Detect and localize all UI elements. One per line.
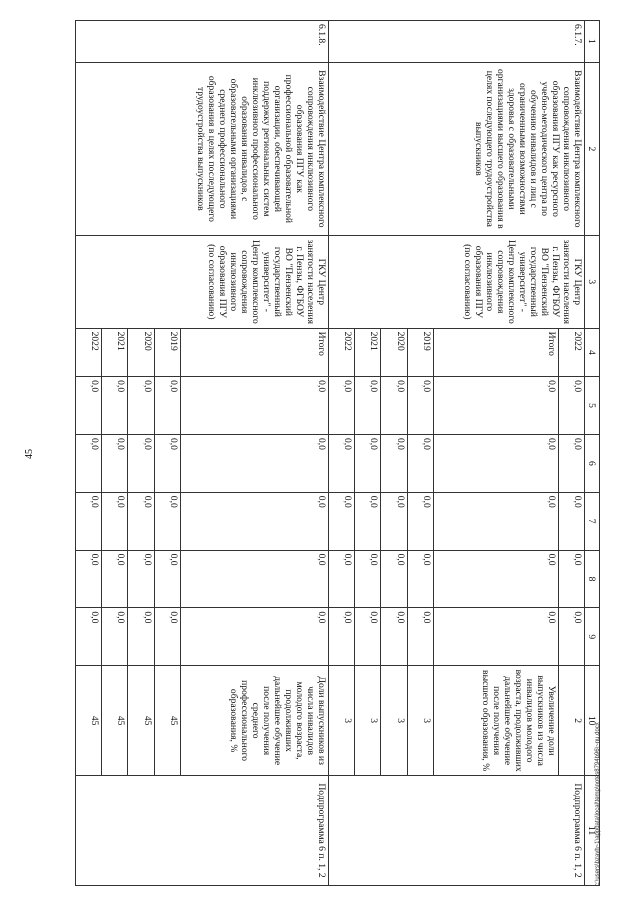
- value-cell: 0,0: [102, 550, 128, 608]
- indicator-value: 45: [102, 666, 128, 776]
- value-cell: 0,0: [407, 377, 433, 435]
- value-cell: 0,0: [328, 377, 354, 435]
- file-path-footer: c:\users\bzavh~1\appdata\local\temp\notes8794b96\~nu.docx: [595, 722, 601, 886]
- indicator-value: 45: [76, 666, 102, 776]
- value-cell: 0,0: [381, 492, 407, 550]
- header-cell: 6: [585, 434, 600, 492]
- value-cell: 0,0: [381, 550, 407, 608]
- year-cell: 2021: [355, 328, 381, 377]
- header-cell: 4: [585, 328, 600, 377]
- value-cell: 0,0: [76, 608, 102, 666]
- value-cell: 0,0: [128, 550, 154, 608]
- indicator-value: 3: [328, 666, 354, 776]
- indicator-value: 45: [128, 666, 154, 776]
- total-label: Итого: [433, 328, 558, 377]
- year-cell: 2022: [328, 328, 354, 377]
- program-table: [75, 20, 600, 886]
- executor-cell: ГКУ Центр занятости населения г. Пензы, ФГБОУ ВО "Пензенский государственный университет" - Центр комплексного сопровождения инклюзивного образования ПГУ (по согласованию): [328, 236, 584, 329]
- value-cell: 0,0: [558, 608, 584, 666]
- header-cell: 2: [585, 62, 600, 235]
- indicator-value-header: 2: [558, 666, 584, 776]
- year-cell: 2019: [154, 328, 180, 377]
- value-cell: 0,0: [558, 434, 584, 492]
- header-cell: 3: [585, 236, 600, 329]
- program-reference: Подпрограмма 6 п. 1, 2: [328, 776, 584, 886]
- activity-name: Взаимодействие Центра комплексного сопровождения инклюзивного образования ПГУ как ресурсного учебно-методического центра по обучению инвалидов и лиц с ограниченными возможностями здоровья с образовательными организациями высшего образования в целях последующего трудоустройства выпускников: [328, 62, 584, 235]
- indicator-value: 3: [355, 666, 381, 776]
- value-cell: 0,0: [407, 492, 433, 550]
- value-cell: 0,0: [407, 550, 433, 608]
- value-cell: 0,0: [328, 492, 354, 550]
- rotated-page-content: [75, 20, 600, 886]
- header-cell: 11: [585, 776, 600, 886]
- header-cell: 10: [585, 666, 600, 776]
- value-cell: 0,0: [180, 550, 328, 608]
- value-cell: 0,0: [381, 608, 407, 666]
- page-number: 45: [24, 449, 35, 459]
- value-cell: 0,0: [558, 492, 584, 550]
- value-cell: 0,0: [433, 434, 558, 492]
- value-cell: 0,0: [180, 492, 328, 550]
- indicator-value: 3: [381, 666, 407, 776]
- year-cell: 2022: [76, 328, 102, 377]
- value-cell: 0,0: [102, 434, 128, 492]
- value-cell: 0,0: [180, 608, 328, 666]
- header-cell: 5: [585, 377, 600, 435]
- executor-cell: ГКУ Центр занятости населения г. Пензы, ФГБОУ ВО "Пензенский государственный университет" - Центр комплексного сопровождения инклюзивного образования ПГУ (по согласованию): [76, 236, 329, 329]
- year-cell: 2022: [558, 328, 584, 377]
- row-number: 6.1.7.: [328, 21, 584, 63]
- value-cell: 0,0: [128, 492, 154, 550]
- value-cell: 0,0: [433, 608, 558, 666]
- indicator-value: 3: [407, 666, 433, 776]
- value-cell: 0,0: [128, 434, 154, 492]
- value-cell: 0,0: [328, 608, 354, 666]
- value-cell: 0,0: [558, 550, 584, 608]
- row-number: 6.1.8.: [76, 21, 329, 63]
- value-cell: 0,0: [433, 550, 558, 608]
- year-cell: 2020: [381, 328, 407, 377]
- value-cell: 0,0: [355, 434, 381, 492]
- value-cell: 0,0: [154, 550, 180, 608]
- value-cell: 0,0: [180, 377, 328, 435]
- year-cell: 2021: [102, 328, 128, 377]
- table-row: [558, 21, 584, 886]
- value-cell: 0,0: [407, 434, 433, 492]
- value-cell: 0,0: [381, 377, 407, 435]
- value-cell: 0,0: [355, 550, 381, 608]
- value-cell: 0,0: [381, 434, 407, 492]
- value-cell: 0,0: [407, 608, 433, 666]
- header-cell: 1: [585, 21, 600, 63]
- value-cell: 0,0: [180, 434, 328, 492]
- value-cell: 0,0: [433, 492, 558, 550]
- value-cell: 0,0: [433, 377, 558, 435]
- value-cell: 0,0: [154, 608, 180, 666]
- value-cell: 0,0: [328, 434, 354, 492]
- value-cell: 0,0: [154, 492, 180, 550]
- value-cell: 0,0: [102, 492, 128, 550]
- activity-name: Взаимодействие Центра комплексного сопровождения инклюзивного образования ПГУ как профессиональной образовательной организации, обеспечивающей поддержку региональных систем инклюзивного профессионального образования инвалидов, с образовательными организациями среднего профессионального образования в целях последующего трудоустройства выпускников: [76, 62, 329, 235]
- value-cell: 0,0: [154, 434, 180, 492]
- value-cell: 0,0: [76, 377, 102, 435]
- value-cell: 0,0: [328, 550, 354, 608]
- program-reference: Подпрограмма 6 п. 1, 2: [76, 776, 329, 886]
- value-cell: 0,0: [128, 377, 154, 435]
- value-cell: 0,0: [355, 377, 381, 435]
- header-cell: 7: [585, 492, 600, 550]
- value-cell: 0,0: [102, 377, 128, 435]
- value-cell: 0,0: [76, 550, 102, 608]
- value-cell: 0,0: [102, 608, 128, 666]
- indicator-value: 45: [154, 666, 180, 776]
- value-cell: 0,0: [128, 608, 154, 666]
- indicator-cell: Увеличение доли выпускников из числа инвалидов молодого возраста, продолживших дальнейшее обучение после получения высшего образования, %: [433, 666, 558, 776]
- value-cell: 0,0: [76, 492, 102, 550]
- header-cell: 9: [585, 608, 600, 666]
- indicator-cell: Доли выпускников из числа инвалидов молодого возраста, продолживших дальнейшее обучение после получения среднего профессионального образования, %: [180, 666, 328, 776]
- value-cell: 0,0: [355, 608, 381, 666]
- total-label: Итого: [180, 328, 328, 377]
- year-cell: 2019: [407, 328, 433, 377]
- value-cell: 0,0: [76, 434, 102, 492]
- header-cell: 8: [585, 550, 600, 608]
- value-cell: 0,0: [154, 377, 180, 435]
- value-cell: 0,0: [355, 492, 381, 550]
- year-cell: 2020: [128, 328, 154, 377]
- table-row: [180, 21, 328, 886]
- value-cell: 0,0: [558, 377, 584, 435]
